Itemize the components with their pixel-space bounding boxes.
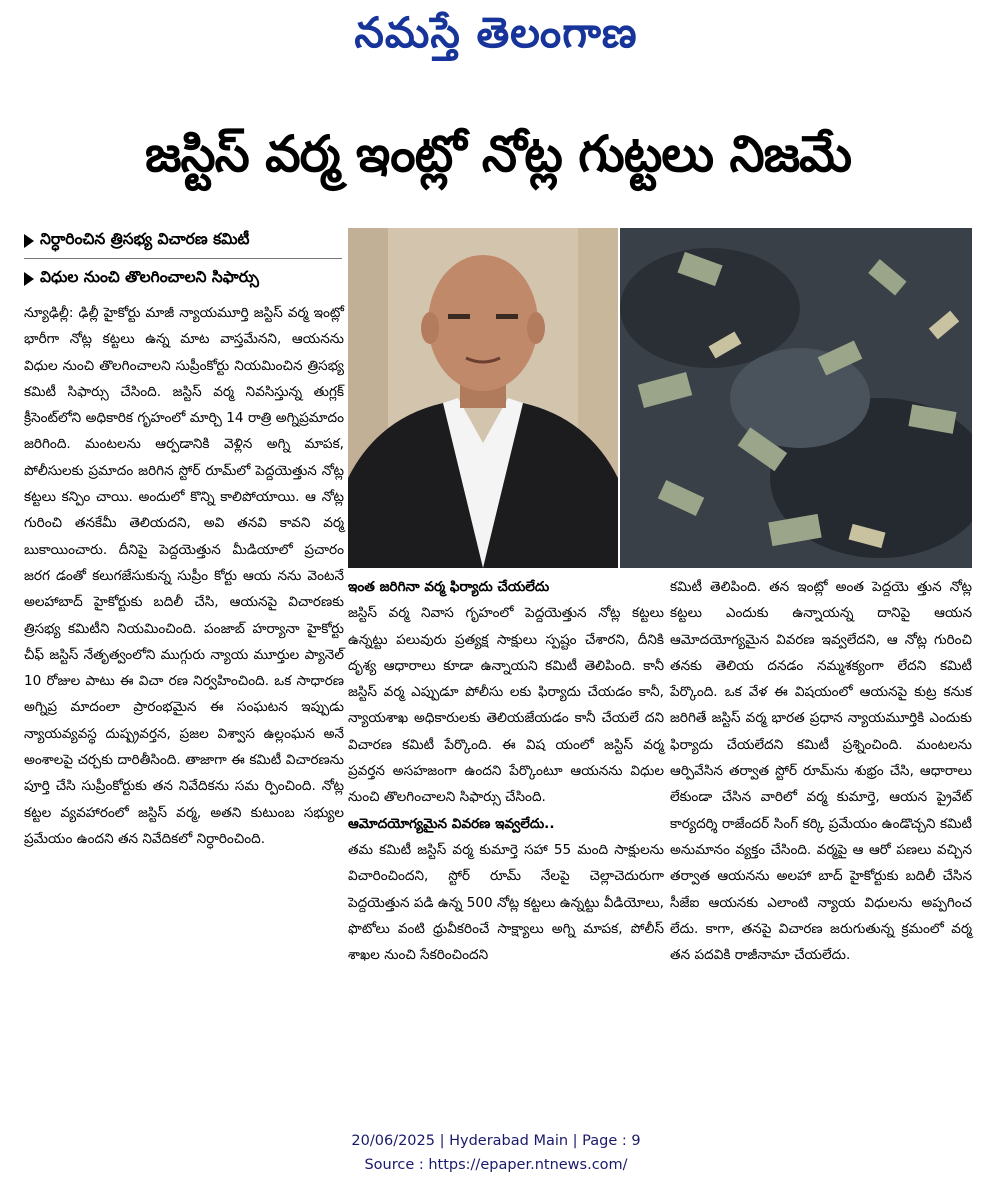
footer-source: Source : https://epaper.ntnews.com/ (364, 1157, 628, 1173)
article-column-1 (24, 300, 344, 852)
kicker-1: నిర్ధారించిన త్రిసభ్య విచారణ కమిటీ (24, 230, 342, 252)
portrait-photo (348, 228, 618, 568)
burnt-currency-photo (620, 228, 972, 568)
article-column-3 (670, 574, 972, 968)
footer-edition-info: 20/06/2025 | Hyderabad Main | Page : 9 (351, 1133, 641, 1149)
headline: జస్టిస్ వర్మ ఇంట్లో నోట్ల గుట్టలు నిజమే (144, 125, 852, 183)
kicker-2: విధుల నుంచి తొలగించాలని సిఫార్సు (24, 268, 342, 290)
subhead-no-complaint: ఇంత జరిగినా వర్మ ఫిర్యాదు చేయలేదు (348, 579, 550, 595)
column-1-text: న్యూఢిల్లీ: ఢిల్లీ హైకోర్టు మాజీ న్యాయమూర్తి జస్టిస్ వర్మ ఇంట్లో భారీగా నోట్ల కట్టలు ఉన్న మాట వాస్తమేనని, ఆయనను విధుల నుంచి తొలగించాలని సుప్రీంకోర్టు నియమించిన త్రిసభ్య కమిటీ సిఫార్సు చేసింది. జస్టిస్ వర్మ నివసిస్తున్న తుగ్లక్ క్రీసెంట్‌లోని అధికారిక గృహంలో మార్చి 14 రాత్రి అగ్నిప్రమాదం జరిగింది. మంటలను ఆర్పడానికి వెళ్లిన అగ్ని మాపక, పోలీసులకు ప్రమాదం జరిగిన స్టోర్ రూమ్‌లో పెద్దయెత్తున నోట్ల కట్టలు కన్పిం చాయి. అందులో కొన్ని కాలిపోయాయి. ఆ నోట్ల గురించి తనకేమీ తెలియదని, అవి తనవి కావని వర్మ బుకాయించారు. దీనిపై పెద్దయెత్తున మీడియాలో ప్రచారం జరగ డంతో కలుగజేసుకున్న సుప్రీం కోర్టు ఆయ నను వెంటనే అలహాబాద్ హైకోర్టుకు బదిలీ చేసి, ఆయనపై విచారణకు త్రిసభ్య కమిటీని నియమించింది. పంజాబ్ హర్యానా హైకోర్టు చీఫ్ జస్టిస్ నేతృత్వంలోని ముగ్గురు న్యాయ మూర్తుల ప్యానెల్ 10 రోజుల పాటు ఈ విచా రణ నిర్వహించింది. ఒక సాధారణ అగ్నిప్ర మాదంలా ప్రారంభమైన ఈ సంఘటన ఇప్పుడు న్యాయవ్యవస్థ దుష్ప్రవర్తన, ప్రజల విశ్వాస ఉల్లంఘన అనే అంశాలపై చర్చకు దారితీసింది. తాజాగా ఈ కమిటీ విచారణను పూర్తి చేసి సుప్రీంకోర్టుకు తన నివేదికను సమ ర్పించింది. నోట్ల కట్టల వ్యవహారంలో జస్టిస్ వర్మ, అతని కుటుంబ సభ్యుల ప్రమేయం ఉందని తన నివేదికలో నిర్ధారించింది. (24, 305, 344, 847)
masthead-logo: నమస్తే తెలంగాణ (354, 8, 638, 57)
subhead-no-explanation: ఆమోదయోగ్యమైన వివరణ ఇవ్వలేదు.. (348, 815, 555, 832)
burnt-notes-illustration (620, 228, 972, 568)
column-2-text-1: జస్టిస్ వర్మ నివాస గృహంలో పెద్దయెత్తున నోట్ల కట్టలు ఉన్నట్టు పలువురు ప్రత్యక్ష సాక్షులు స్పష్టం చేశారని, దీనికి దృశ్య ఆధారాలు కూడా ఉన్నాయని కమిటీ తెలిపింది. కానీ జస్టిస్ వర్మ ఎప్పుడూ పోలీసు లకు ఫిర్యాదు చేయడం కానీ, న్యాయశాఖ అధికారులకు తెలియజేయడం కానీ చేయలే దని విచారణ కమిటీ పేర్కొంది. ఈ విష యంలో జస్టిస్ వర్మ ప్రవర్తన అసహజంగా ఉందని పేర్కొంటూ ఆయనను విధుల నుంచి తొలగించాలని సిఫార్సు చేసింది. (348, 605, 664, 806)
column-3-text: కమిటీ తెలిపింది. తన ఇంట్లో అంత పెద్దయె త్తున నోట్ల కట్టలు ఎందుకు ఉన్నాయన్న దానిపై ఆయన ఆమోదయోగ్యమైన వివరణ ఇవ్వలేదని, ఆ నోట్ల గురించి తనకు తెలియ దనడం నమ్మశక్యంగా లేదని కమిటీ పేర్కొంది. ఒక వేళ ఈ విషయంలో ఆయనపై కుట్ర కనుక జరిగితే జస్టిస్ వర్మ భారత ప్రధాన న్యాయమూర్తికి ఎందుకు ఫిర్యాదు చేయలేదని కమిటీ ప్రశ్నించింది. మంటలను ఆర్పివేసిన తర్వాత స్టోర్ రూమ్‌ను శుభ్రం చేసి, ఆధారాలు లేకుండా చేసిన వారిలో వర్మ కుమార్తె, ఆయన ప్రైవేట్ కార్యదర్శి రాజేందర్ సింగ్ కర్కి ప్రమేయం ఉండొచ్చని కమిటీ అనుమానం వ్యక్తం చేసింది. వర్మపై ఆ ఆరో పణలు వచ్చిన తర్వాత ఆయనను అలహా బాద్ హైకోర్టుకు బదిలీ చేసిన సీజేఐ ఆయనకు ఎలాంటి న్యాయ విధులను అప్పగించ లేదు. కాగా, తనపై విచారణ జరుగుతున్న క్రమంలో వర్మ తన పదవికి రాజీనామా చేయలేదు. (670, 579, 972, 964)
column-2-text-2: తమ కమిటీ జస్టిస్ వర్మ కుమార్తె సహా 55 మంది సాక్షులను విచారించిందని, స్టోర్ రూమ్ నేలపై చెల్లాచెదురుగా పెద్దయెత్తున పడి ఉన్న 500 నోట్ల కట్టలు ఉన్నట్టు వీడియోలు, ఫొటోలు వంటి ధ్రువీకరించే సాక్ష్యాలు అగ్ని మాపక, పోలీస్ శాఖల నుంచి సేకరించిందని (348, 841, 664, 964)
kicker-divider (24, 258, 342, 259)
portrait-illustration (348, 228, 618, 568)
article-column-2 (348, 574, 664, 968)
